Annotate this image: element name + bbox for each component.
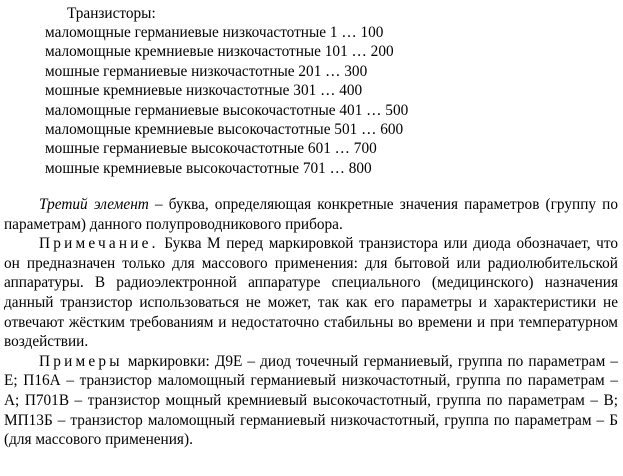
note-label: Примечание. [39,235,159,253]
list-item: мошные германиевые высокочастотные 601 … 700 [45,140,377,158]
third-element-text: – буква, определяющая конкретные значения параметров (группу по параметрам) данного полупроводникового прибора. [4,196,618,233]
list-item: мошные кремниевые низкочастотные 301 … 400 [45,82,363,100]
examples-label: Примеры [39,352,123,370]
examples-text: маркировки: Д9Е – диод точечный германиевый, группа по параметрам – Е; П16А – транзистор маломощный германиевый низкочастотный, группа по параметрам – А; П701В – транзистор мощный кремниевый высокочастотный, группа по параметрам – В; МП13Б – транзистор маломощный германиевый низкочастотный, группа по параметрам – Б (для массового применения). [4,352,618,449]
list-item: мошные германиевые низкочастотные 201 … 300 [45,62,368,80]
examples-paragraph [4,352,618,450]
transistor-classification-list [45,23,408,178]
list-item: маломощные кремниевые низкочастотные 101 … 200 [45,43,394,61]
list-item: мошные кремниевые высокочастотные 701 … 800 [45,159,372,177]
third-element-term: Третий элемент [39,196,149,213]
transistors-heading: Транзисторы: [67,5,156,22]
document-body [4,195,618,450]
list-item: маломощные германиевые низкочастотные 1 … 100 [45,24,384,41]
list-item: маломощные кремниевые высокочастотные 501 … 600 [45,121,404,139]
note-text: Буква М перед маркировкой транзистора или диода обозначает, что он предназначен только для массового применения: для бытовой или радиолюбительской аппаратуры. В радиоэлектронной аппаратуре специального (медицинского) назначения данный транзистор использоваться не может, так как его параметры и характеристики не отвечают жёстким требованиям и недостаточно стабильны во времени и при температурном воздействии. [4,235,618,351]
note-paragraph [4,234,618,352]
third-element-paragraph [4,195,618,234]
list-item: маломощные германиевые высокочастотные 401 … 500 [45,101,409,119]
